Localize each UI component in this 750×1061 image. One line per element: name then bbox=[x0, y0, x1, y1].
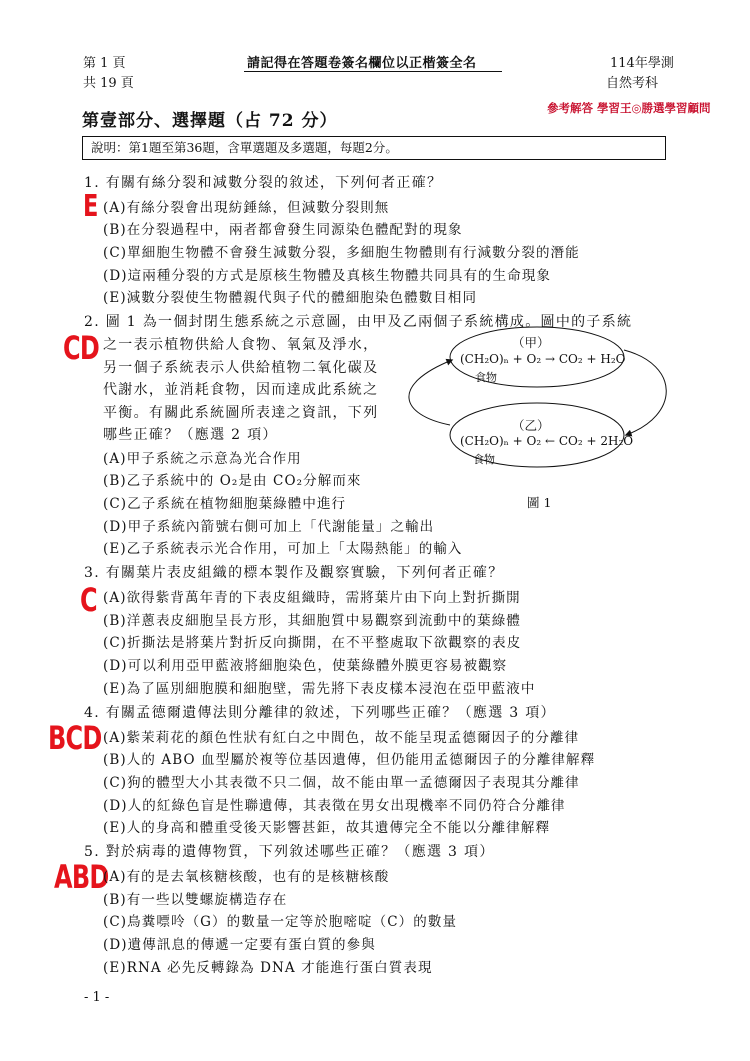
option-a: (A)有絲分裂會出現紡錘絲，但減數分裂則無 bbox=[103, 200, 390, 216]
option-e: (E)人的身高和體重受後天影響甚鉅，故其遺傳完全不能以分離律解釋 bbox=[103, 820, 551, 836]
question-stem: 1. 有關有絲分裂和減數分裂的敘述，下列何者正確？ bbox=[84, 175, 443, 191]
question-stem: 4. 有關孟德爾遺傳法則分離律的敘述，下列哪些正確？（應選 3 項） bbox=[84, 705, 556, 721]
option-c: (C)鳥糞嘌呤（G）的數量一定等於胞嘧啶（C）的數量 bbox=[103, 914, 458, 930]
option-e: (E)RNA 必先反轉錄為 DNA 才能進行蛋白質表現 bbox=[103, 960, 433, 976]
question-stem-line: 哪些正確？（應選 2 項） bbox=[103, 427, 278, 443]
figure-food-upper: 食物 bbox=[475, 371, 497, 384]
option-c: (C)狗的體型大小其表徵不只二個，故不能由單一孟德爾因子表現其分離律 bbox=[103, 775, 580, 791]
answer-mark: E bbox=[83, 189, 98, 224]
option-e: (E)為了區別細胞膜和細胞壁，需先將下表皮樣本浸泡在亞甲藍液中 bbox=[103, 681, 536, 697]
answer-mark: ABD bbox=[54, 858, 109, 896]
option-b: (B)洋蔥表皮細胞呈長方形，其細胞質中易觀察到流動中的葉綠體 bbox=[103, 613, 521, 629]
option-a: (A)甲子系統之示意為光合作用 bbox=[103, 451, 302, 467]
option-a: (A)紫茉莉花的顏色性狀有紅白之中間色，故不能呈現孟德爾因子的分離律 bbox=[103, 730, 580, 746]
total-pages: 共 19 頁 bbox=[83, 76, 134, 91]
question-stem: 2. 圖 1 為一個封閉生態系統之示意圖，由甲及乙兩個子系統構成。圖中的子系統 bbox=[84, 314, 633, 330]
brand-watermark: 參考解答 學習王◎勝選學習顧問 bbox=[547, 101, 711, 115]
question-stem: 3. 有關葉片表皮組織的標本製作及觀察實驗，下列何者正確？ bbox=[84, 565, 504, 581]
exam-name: 114年學測 bbox=[610, 56, 674, 71]
question-stem: 5. 對於病毒的遺傳物質，下列敘述哪些正確？（應選 3 項） bbox=[84, 844, 495, 860]
figure-equation-lower: (CH₂O)ₙ + O₂ ← CO₂ + 2H₂O bbox=[460, 434, 634, 448]
option-d: (D)可以利用亞甲藍液將細胞染色，使葉綠體外膜更容易被觀察 bbox=[103, 658, 508, 674]
option-d: (D)遺傳訊息的傳遞一定要有蛋白質的參與 bbox=[103, 937, 376, 953]
option-c: (C)單細胞生物體不會發生減數分裂，多細胞生物體則有行減數分裂的潛能 bbox=[103, 245, 580, 261]
question-stem-line: 平衡。有關此系統圖所表達之資訊，下列 bbox=[103, 405, 379, 421]
answer-mark: C bbox=[80, 581, 97, 619]
option-a: (A)有的是去氧核糖核酸，也有的是核糖核酸 bbox=[103, 869, 390, 885]
cycle-arrow-right bbox=[624, 350, 666, 435]
option-b: (B)在分裂過程中，兩者都會發生同源染色體配對的現象 bbox=[103, 222, 463, 238]
page-label: 第 1 頁 bbox=[83, 56, 126, 71]
page-number: - 1 - bbox=[84, 990, 110, 1005]
cycle-arrow-left bbox=[409, 360, 452, 425]
figure-label-lower: （乙） bbox=[512, 418, 550, 433]
option-d: (D)人的紅綠色盲是性聯遺傳，其表徵在男女出現機率不同仍符合分離律 bbox=[103, 798, 566, 814]
figure-food-lower: 食物 bbox=[473, 453, 495, 466]
subject-name: 自然考科 bbox=[606, 76, 659, 91]
answer-mark: CD bbox=[63, 329, 100, 367]
option-e: (E)乙子系統表示光合作用，可加上「太陽熱能」的輸入 bbox=[103, 541, 463, 557]
option-d: (D)甲子系統內箭號右側可加上「代謝能量」之輸出 bbox=[103, 519, 435, 535]
signature-notice: 請記得在答題卷簽名欄位以正楷簽全名 bbox=[247, 56, 477, 71]
option-e: (E)減數分裂使生物體親代與子代的體細胞染色體數目相同 bbox=[103, 290, 478, 306]
question-stem-line: 之一表示植物供給人食物、氧氣及淨水， bbox=[103, 337, 379, 353]
section-title: 第壹部分、選擇題（占 72 分） bbox=[82, 111, 338, 131]
figure-label-upper: （甲） bbox=[512, 335, 550, 350]
figure-equation-upper: (CH₂O)ₙ + O₂ → CO₂ + H₂O bbox=[460, 352, 626, 366]
figure-caption: 圖 1 bbox=[527, 495, 552, 510]
answer-mark: BCD bbox=[48, 719, 102, 757]
question-stem-line: 代謝水，並消耗食物，因而達成此系統之 bbox=[103, 382, 379, 398]
option-c: (C)乙子系統在植物細胞葉綠體中進行 bbox=[103, 496, 347, 512]
option-b: (B)有一些以雙螺旋構造存在 bbox=[103, 892, 288, 908]
instructions-text: 說明：第1題至第36題，含單選題及多選題，每題2分。 bbox=[91, 140, 398, 155]
option-c: (C)折撕法是將葉片對折反向撕開，在不平整處取下欲觀察的表皮 bbox=[103, 635, 522, 651]
option-b: (B)乙子系統中的 O₂是由 CO₂分解而來 bbox=[103, 473, 362, 489]
question-stem-line: 另一個子系統表示人供給植物二氧化碳及 bbox=[103, 360, 379, 376]
option-a: (A)欲得紫背萬年青的下表皮組織時，需將葉片由下向上對折撕開 bbox=[103, 590, 521, 606]
option-b: (B)人的 ABO 血型屬於複等位基因遺傳，但仍能用孟德爾因子的分離律解釋 bbox=[103, 752, 596, 768]
option-d: (D)這兩種分裂的方式是原核生物體及真核生物體共同具有的生命現象 bbox=[103, 268, 552, 284]
